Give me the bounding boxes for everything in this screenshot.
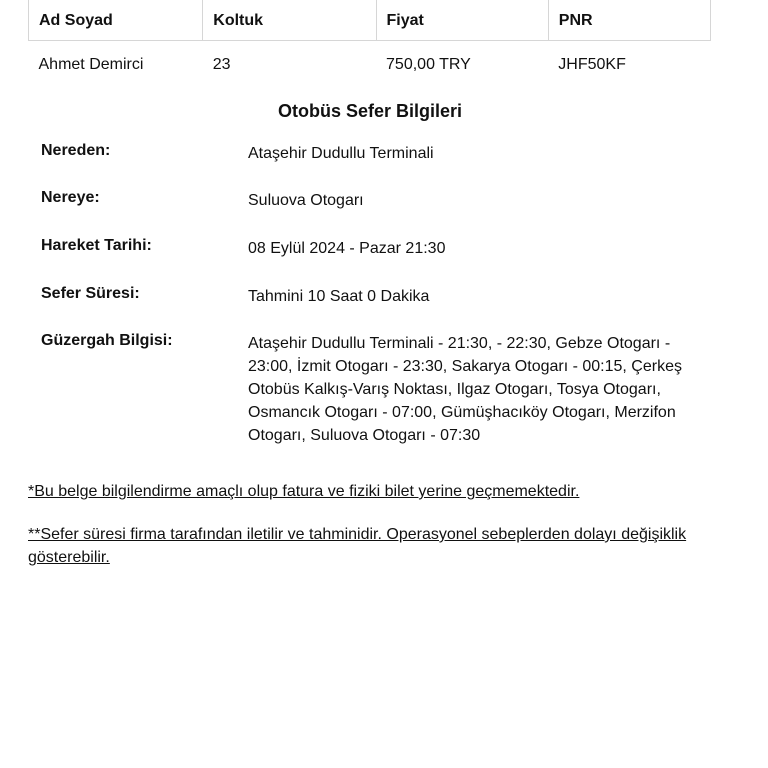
to-value: Suluova Otogarı — [248, 192, 364, 209]
duration-label: Sefer Süresi: — [41, 285, 140, 302]
to-label: Nereye: — [41, 189, 100, 206]
departure-value: 08 Eylül 2024 - Pazar 21:30 — [248, 240, 446, 257]
header-fiyat: Fiyat — [376, 0, 548, 41]
route-label: Güzergah Bilgisi: — [41, 332, 173, 349]
cell-pnr: JHF50KF — [558, 56, 626, 73]
header-ad-soyad: Ad Soyad — [29, 0, 203, 41]
from-label: Nereden: — [41, 142, 111, 159]
table-row — [29, 41, 711, 90]
ticket-table-header-row — [29, 0, 711, 41]
departure-label: Hareket Tarihi: — [41, 237, 152, 254]
from-value: Ataşehir Dudullu Terminali — [248, 145, 434, 162]
cell-seat: 23 — [212, 56, 231, 73]
duration-value: Tahmini 10 Saat 0 Dakika — [248, 288, 430, 305]
cell-passenger-name: Ahmet Demirci — [38, 56, 144, 73]
route-value: Ataşehir Dudullu Terminali - 21:30, - 22:30, Gebze Otogarı - 23:00, İzmit Otogarı - 23:30, Sakarya Otogarı - 00:15, Çerkeş Otobüs Kalkış-Varış Noktası, Ilgaz Otogarı, Tosya Otogarı, Osmancık Otogarı - 07:00, Gümüşhacıköy Otogarı, Merzifon Otogarı, Suluova Otogarı - 07:30 — [248, 335, 682, 444]
header-pnr: PNR — [548, 0, 710, 41]
ticket-table — [28, 0, 711, 89]
cell-price: 750,00 TRY — [386, 56, 471, 73]
section-title: Otobüs Sefer Bilgileri — [277, 101, 463, 121]
header-koltuk: Koltuk — [203, 0, 376, 41]
disclaimer-note-1: *Bu belge bilgilendirme amaçlı olup fatura ve fiziki bilet yerine geçmemektedir. — [28, 483, 580, 500]
disclaimer-note-2: **Sefer süresi firma tarafından iletilir ve tahminidir. Operasyonel sebeplerden dolayı değişiklik gösterebilir. — [28, 526, 687, 566]
